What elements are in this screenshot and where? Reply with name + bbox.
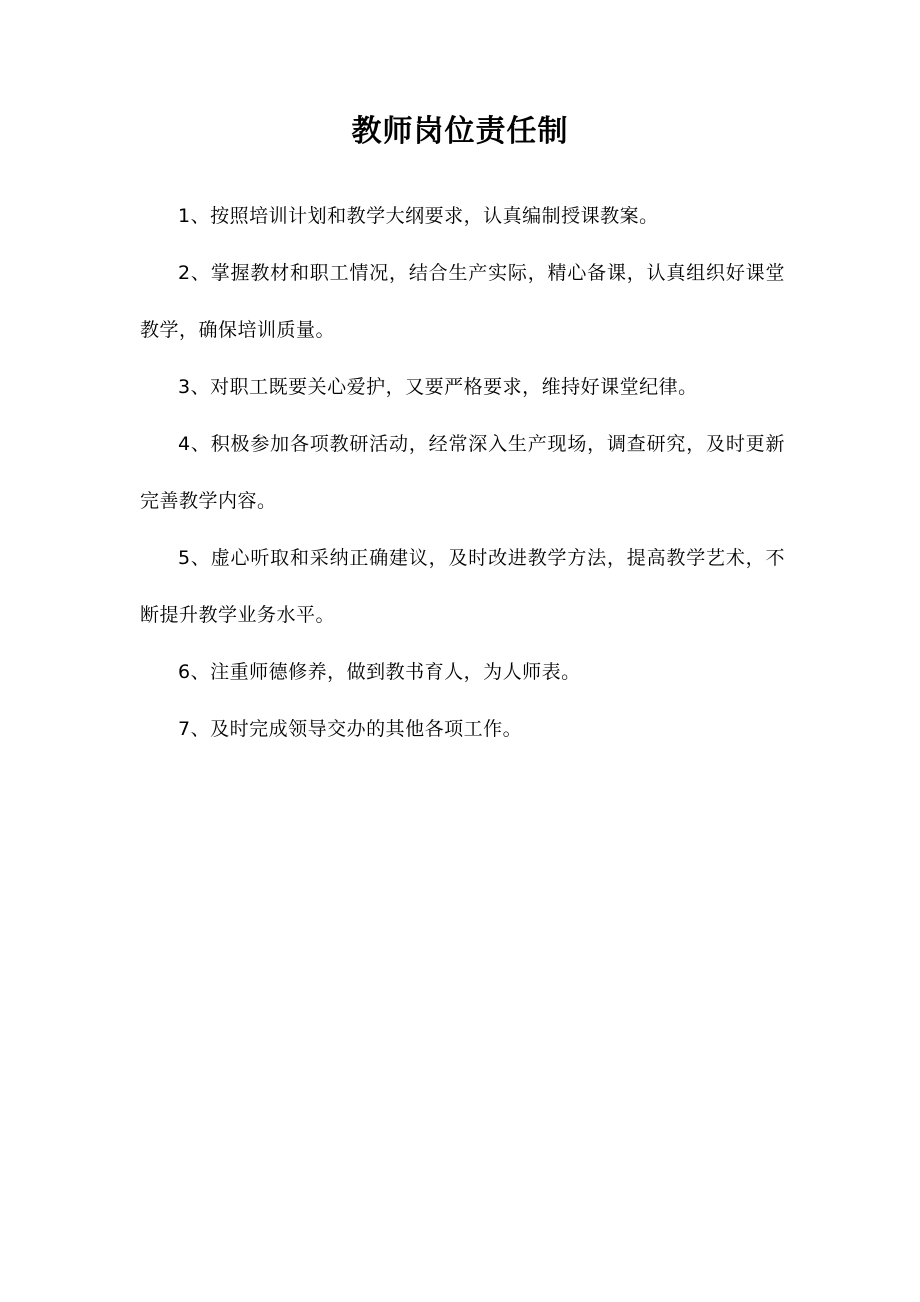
duty-item-5: 5、虚心听取和采纳正确建议，及时改进教学方法，提高教学艺术，不断提升教学业务水平。 (140, 547, 785, 626)
duty-item-4: 4、积极参加各项教研活动，经常深入生产现场，调查研究，及时更新完善教学内容。 (140, 433, 785, 512)
document-body (140, 188, 785, 758)
duty-item-3: 3、对职工既要关心爱护，又要严格要求，维持好课堂纪律。 (178, 376, 698, 398)
duty-item-7: 7、及时完成领导交办的其他各项工作。 (178, 718, 523, 740)
duty-item-1: 1、按照培训计划和教学大纲要求，认真编制授课教案。 (178, 205, 659, 227)
duty-item-6: 6、注重师德修养，做到教书育人，为人师表。 (178, 661, 581, 683)
document-title: 教师岗位责任制 (351, 114, 569, 149)
duty-item-2: 2、掌握教材和职工情况，结合生产实际，精心备课，认真组织好课堂教学，确保培训质量。 (140, 262, 785, 341)
